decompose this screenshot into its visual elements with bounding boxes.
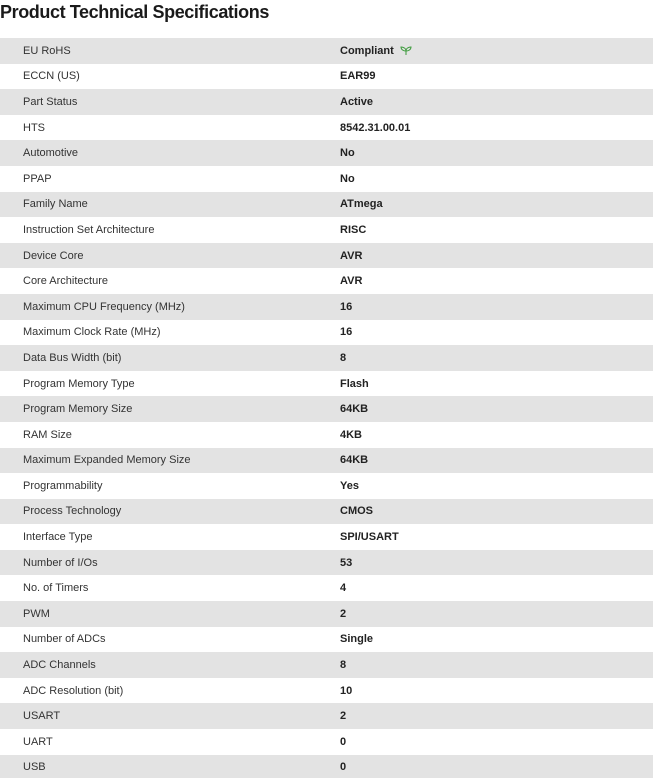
spec-label: ADC Resolution (bit) — [23, 684, 124, 697]
spec-row — [0, 755, 653, 778]
spec-value: 4 — [340, 582, 347, 595]
spec-label: Program Memory Size — [23, 403, 133, 416]
spec-row — [0, 396, 653, 422]
spec-row — [0, 499, 653, 525]
spec-row — [0, 601, 653, 627]
spec-label: Device Core — [23, 249, 84, 262]
spec-label: No. of Timers — [23, 582, 89, 595]
spec-row — [0, 703, 653, 729]
spec-value: 16 — [340, 326, 353, 339]
spec-value-text: Compliant — [340, 44, 394, 57]
spec-value: 0 — [340, 735, 347, 748]
spec-value: 8 — [340, 351, 347, 364]
spec-label: Instruction Set Architecture — [23, 223, 155, 236]
spec-row — [0, 217, 653, 243]
page-title: Product Technical Specifications — [0, 2, 269, 22]
spec-row — [0, 140, 653, 166]
spec-value — [340, 45, 412, 57]
spec-row — [0, 729, 653, 755]
spec-label: RAM Size — [23, 428, 72, 441]
spec-value: CMOS — [340, 505, 373, 518]
spec-row — [0, 320, 653, 346]
spec-table — [0, 38, 653, 778]
spec-value: SPI/USART — [340, 531, 399, 544]
spec-value: 10 — [340, 684, 353, 697]
spec-label: Programmability — [23, 479, 103, 492]
spec-label: Data Bus Width (bit) — [23, 351, 122, 364]
spec-value: ATmega — [340, 198, 383, 211]
spec-row — [0, 524, 653, 550]
spec-row — [0, 268, 653, 294]
spec-label: Maximum Expanded Memory Size — [23, 454, 191, 467]
spec-row — [0, 448, 653, 474]
spec-label: HTS — [23, 121, 45, 134]
spec-row — [0, 627, 653, 653]
spec-row — [0, 652, 653, 678]
spec-row — [0, 422, 653, 448]
spec-label: Automotive — [23, 147, 79, 160]
spec-row — [0, 473, 653, 499]
spec-label: Maximum Clock Rate (MHz) — [23, 326, 161, 339]
spec-value: No — [340, 172, 355, 185]
spec-label: USART — [23, 710, 61, 723]
spec-label: Core Architecture — [23, 275, 108, 288]
spec-row — [0, 678, 653, 704]
spec-value: 8 — [340, 659, 347, 672]
spec-label: Interface Type — [23, 531, 93, 544]
spec-label: Process Technology — [23, 505, 122, 518]
spec-label: UART — [23, 735, 53, 748]
spec-value: 4KB — [340, 428, 363, 441]
spec-label: ECCN (US) — [23, 70, 80, 83]
spec-row — [0, 166, 653, 192]
spec-label: Number of I/Os — [23, 556, 98, 569]
spec-row — [0, 575, 653, 601]
spec-label: Maximum CPU Frequency (MHz) — [23, 300, 185, 313]
spec-label: ADC Channels — [23, 659, 96, 672]
spec-value: 16 — [340, 300, 353, 313]
spec-label: USB — [23, 761, 46, 774]
leaf-icon — [400, 46, 412, 56]
spec-value: Yes — [340, 479, 359, 492]
spec-value: 64KB — [340, 403, 369, 416]
spec-label: PPAP — [23, 172, 52, 185]
spec-row — [0, 64, 653, 90]
spec-value: EAR99 — [340, 70, 376, 83]
spec-value: 2 — [340, 710, 347, 723]
spec-label: Number of ADCs — [23, 633, 106, 646]
spec-value: AVR — [340, 275, 363, 288]
spec-row — [0, 192, 653, 218]
spec-value: 2 — [340, 607, 347, 620]
spec-label: Part Status — [23, 95, 78, 108]
spec-value: 8542.31.00.01 — [340, 121, 411, 134]
spec-label: Program Memory Type — [23, 377, 135, 390]
spec-value: 0 — [340, 761, 347, 774]
spec-label: Family Name — [23, 198, 88, 211]
spec-row — [0, 294, 653, 320]
spec-value: Flash — [340, 377, 369, 390]
spec-row — [0, 243, 653, 269]
spec-value: RISC — [340, 223, 367, 236]
spec-value: Single — [340, 633, 374, 646]
spec-label: PWM — [23, 607, 50, 620]
spec-value: No — [340, 147, 355, 160]
spec-row — [0, 371, 653, 397]
spec-row — [0, 115, 653, 141]
spec-row — [0, 550, 653, 576]
spec-row — [0, 89, 653, 115]
spec-row — [0, 345, 653, 371]
spec-label: EU RoHS — [23, 44, 71, 57]
spec-value: 53 — [340, 556, 353, 569]
spec-value: Active — [340, 95, 374, 108]
spec-value: 64KB — [340, 454, 369, 467]
spec-row-eu-rohs — [0, 38, 653, 64]
spec-value: AVR — [340, 249, 363, 262]
